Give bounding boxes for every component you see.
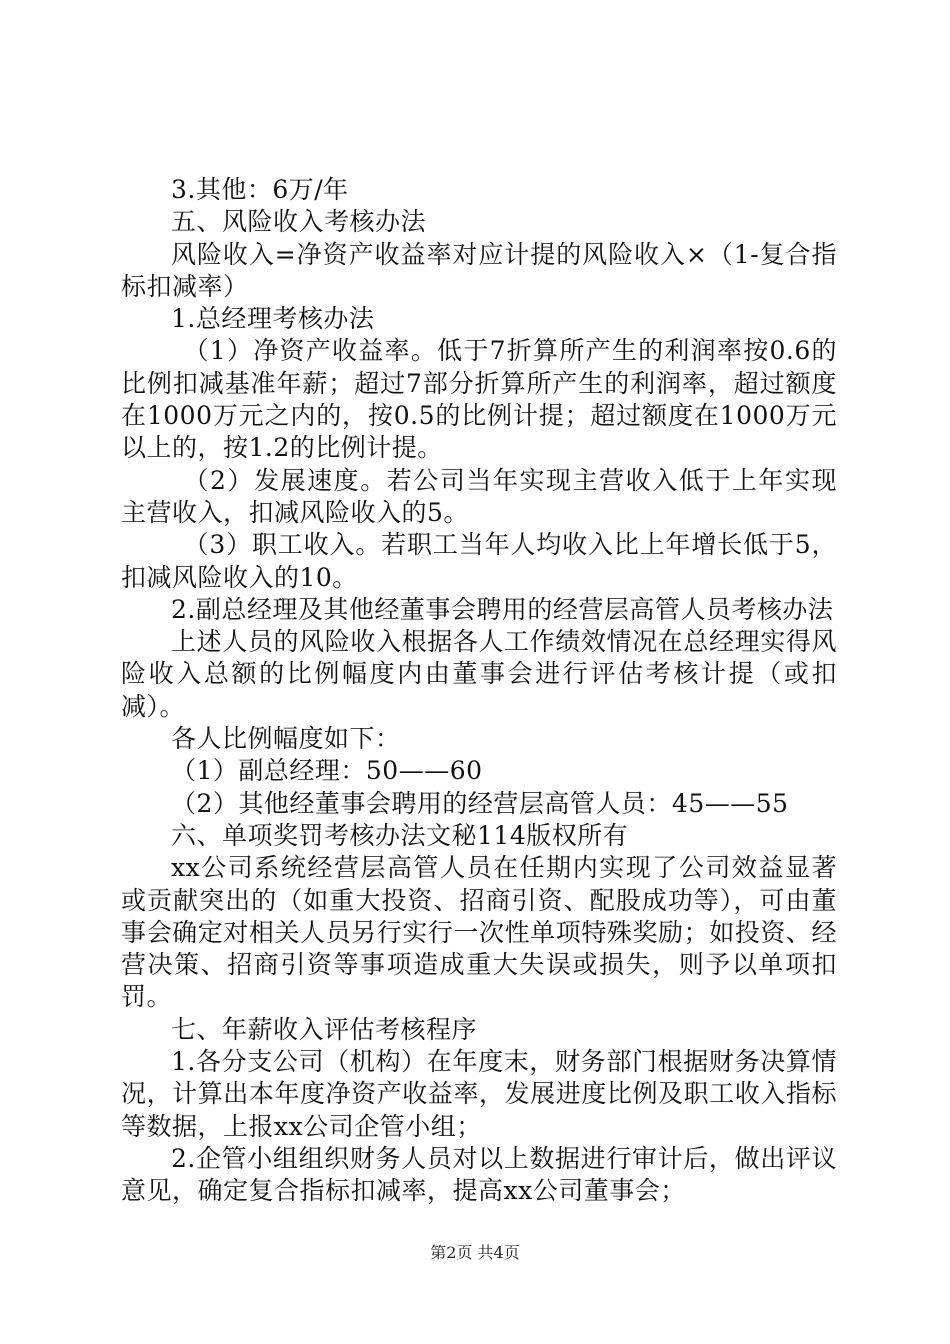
heading-annual-salary-procedure: 七、年薪收入评估考核程序: [171, 1014, 478, 1044]
paragraph-ratio-range-intro: 各人比例幅度如下：: [171, 724, 401, 754]
list-item-staff-income: （3）职工收入。若职工当年人均收入比上年增长低于5，扣减风险收入的10。: [121, 530, 837, 592]
list-item-development-speed: （2）发展速度。若公司当年实现主营收入低于上年实现主营收入，扣减风险收入的5。: [121, 465, 837, 527]
list-item-procedure-step-2: 2.企管小组组织财务人员对以上数据进行审计后，做出评议意见，确定复合指标扣减率，提高xx公司董事会；: [121, 1143, 837, 1206]
paragraph-other-income: 3.其他：6万/年: [171, 175, 349, 204]
paragraph-reward-penalty-detail: xx公司系统经营层高管人员在任期内实现了公司效益显著或贡献突出的（如重大投资、招商引资、配股成功等），可由董事会确定对相关人员另行实行一次性单项特殊奖励；如投资、经营决策、招商引资等事项造成重大失误或损失，则予以单项扣罚。: [121, 853, 837, 1012]
list-item-other-executives-ratio: （2）其他经董事会聘用的经营层高管人员：45——55: [171, 788, 789, 818]
document-body: [121, 174, 837, 1208]
page-number-footer: 第2页 共4页: [430, 1243, 520, 1262]
list-item-deputy-ratio: （1）副总经理：50——60: [171, 756, 483, 786]
subheading-general-manager-assessment: 1.总经理考核办法: [171, 304, 375, 334]
paragraph-deputy-risk-income: 上述人员的风险收入根据各人工作绩效情况在总经理实得风险收入总额的比例幅度内由董事会进行评估考核计提（或扣减）。: [121, 627, 837, 721]
heading-risk-income-assessment: 五、风险收入考核办法: [171, 207, 427, 237]
heading-single-reward-penalty: 六、单项奖罚考核办法文秘114版权所有: [171, 820, 629, 850]
list-item-procedure-step-1: 1.各分支公司（机构）在年度末，财务部门根据财务决算情况，计算出本年度净资产收益率，发展进度比例及职工收入指标等数据，上报xx公司企管小组；: [121, 1047, 837, 1141]
paragraph-risk-income-formula: 风险收入=净资产收益率对应计提的风险收入×（1-复合指标扣减率）: [121, 239, 837, 301]
subheading-deputy-manager-assessment: 2.副总经理及其他经董事会聘用的经营层高管人员考核办法: [171, 594, 834, 624]
list-item-net-asset-return: （1）净资产收益率。低于7折算所产生的利润率按0.6的比例扣减基准年薪；超过7部分折算所产生的利润率，超过额度在1000万元之内的，按0.5的比例计提；超过额度在1000万元以上的，按1.2的比例计提。: [121, 336, 837, 463]
